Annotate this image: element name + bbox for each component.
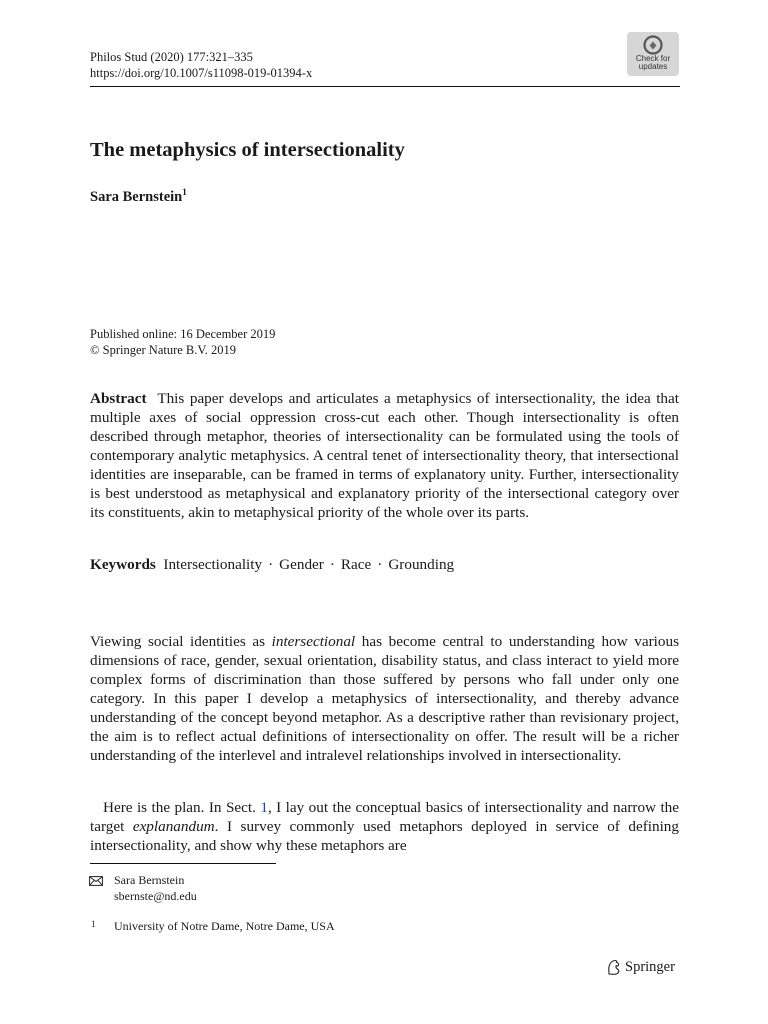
publication-info xyxy=(90,326,275,358)
keyword-separator: · xyxy=(268,556,274,573)
doi-link[interactable]: https://doi.org/10.1007/s11098-019-01394-x xyxy=(90,66,313,80)
body-paragraph-2 xyxy=(90,798,679,855)
journal-citation: Philos Stud (2020) 177:321–335 xyxy=(90,50,253,64)
body-text: has become central to understanding how various dimensions of race, gender, sexual orientation, disability status, and class interact to yield more complex forms of discrimination than those suffered by persons who fall under only one category. In this paper I develop a metaphysics of intersectionality, and thereby advance understanding of the concept beyond metaphor. As a descriptive rather than revisionary project, the aim is to reflect actual definitions of intersectionality on offer. The result will be a richer understanding of the interlevel and intralevel relationships involved in intersectionality. xyxy=(90,633,679,764)
crossmark-icon xyxy=(643,35,663,55)
author-line xyxy=(90,187,187,206)
published-date: Published online: 16 December 2019 xyxy=(90,327,276,341)
keyword-separator: · xyxy=(377,556,383,573)
check-for-updates-badge[interactable] xyxy=(627,32,679,76)
keyword-4: Grounding xyxy=(388,556,455,573)
springer-horse-icon xyxy=(606,959,621,976)
keyword-3: Race xyxy=(340,556,372,573)
badge-label-line2: updates xyxy=(638,62,668,71)
badge-label-line1: Check for xyxy=(635,54,671,63)
body-paragraph-1 xyxy=(90,632,679,765)
keyword-separator: · xyxy=(329,556,335,573)
publisher-name: Springer xyxy=(625,959,675,975)
keywords-label: Keywords xyxy=(90,556,156,573)
keyword-2: Gender xyxy=(279,556,324,573)
keywords-line xyxy=(90,555,679,574)
envelope-icon xyxy=(89,876,103,886)
affiliation-text: University of Notre Dame, Notre Dame, USA xyxy=(114,919,335,933)
abstract-label: Abstract xyxy=(90,390,147,407)
author-affiliation-mark[interactable]: 1 xyxy=(182,187,187,197)
footnote-rule xyxy=(90,863,276,864)
article-title: The metaphysics of intersectionality xyxy=(90,139,405,161)
publisher-logo xyxy=(606,959,675,976)
header-rule xyxy=(90,86,680,87)
body-emphasis: intersectional xyxy=(271,633,356,650)
badge-body xyxy=(627,32,679,76)
keyword-1: Intersectionality xyxy=(163,556,263,573)
abstract-paragraph xyxy=(90,389,679,522)
affiliation-number: 1 xyxy=(91,919,96,929)
abstract-text: This paper develops and articulates a metaphysics of intersectionality, the idea that multiple axes of social oppression cross-cut each other. Though intersectionality is often described through metaphor, theories of intersectionality can be formulated using the tools of contemporary analytic metaphysics. A central tenet of intersectionality theory, that intersectional identities are inseparable, can be framed in terms of explanatory unity. Further, intersectionality is best understood as metaphysical and explanatory priority of the intersectional category over its constituents, akin to metaphysical priority of the whole over its parts. xyxy=(90,390,679,521)
contact-email[interactable]: sbernste@nd.edu xyxy=(114,889,197,903)
body-text: Here is the plan. In Sect. xyxy=(103,799,261,816)
copyright-notice: © Springer Nature B.V. 2019 xyxy=(90,343,237,357)
journal-header xyxy=(90,49,312,81)
contact-name: Sara Bernstein xyxy=(114,873,185,887)
section-link[interactable]: 1 xyxy=(260,799,268,816)
body-text: . I survey commonly used metaphors deployed in service of defining intersectionality, and show why these metaphors are xyxy=(90,818,679,854)
author-name: Sara Bernstein xyxy=(90,189,183,205)
body-text: , I lay out the conceptual basics of intersectionality and narrow the target xyxy=(90,799,679,835)
body-text: Viewing social identities as xyxy=(90,633,272,650)
body-emphasis: explanandum xyxy=(132,818,215,835)
